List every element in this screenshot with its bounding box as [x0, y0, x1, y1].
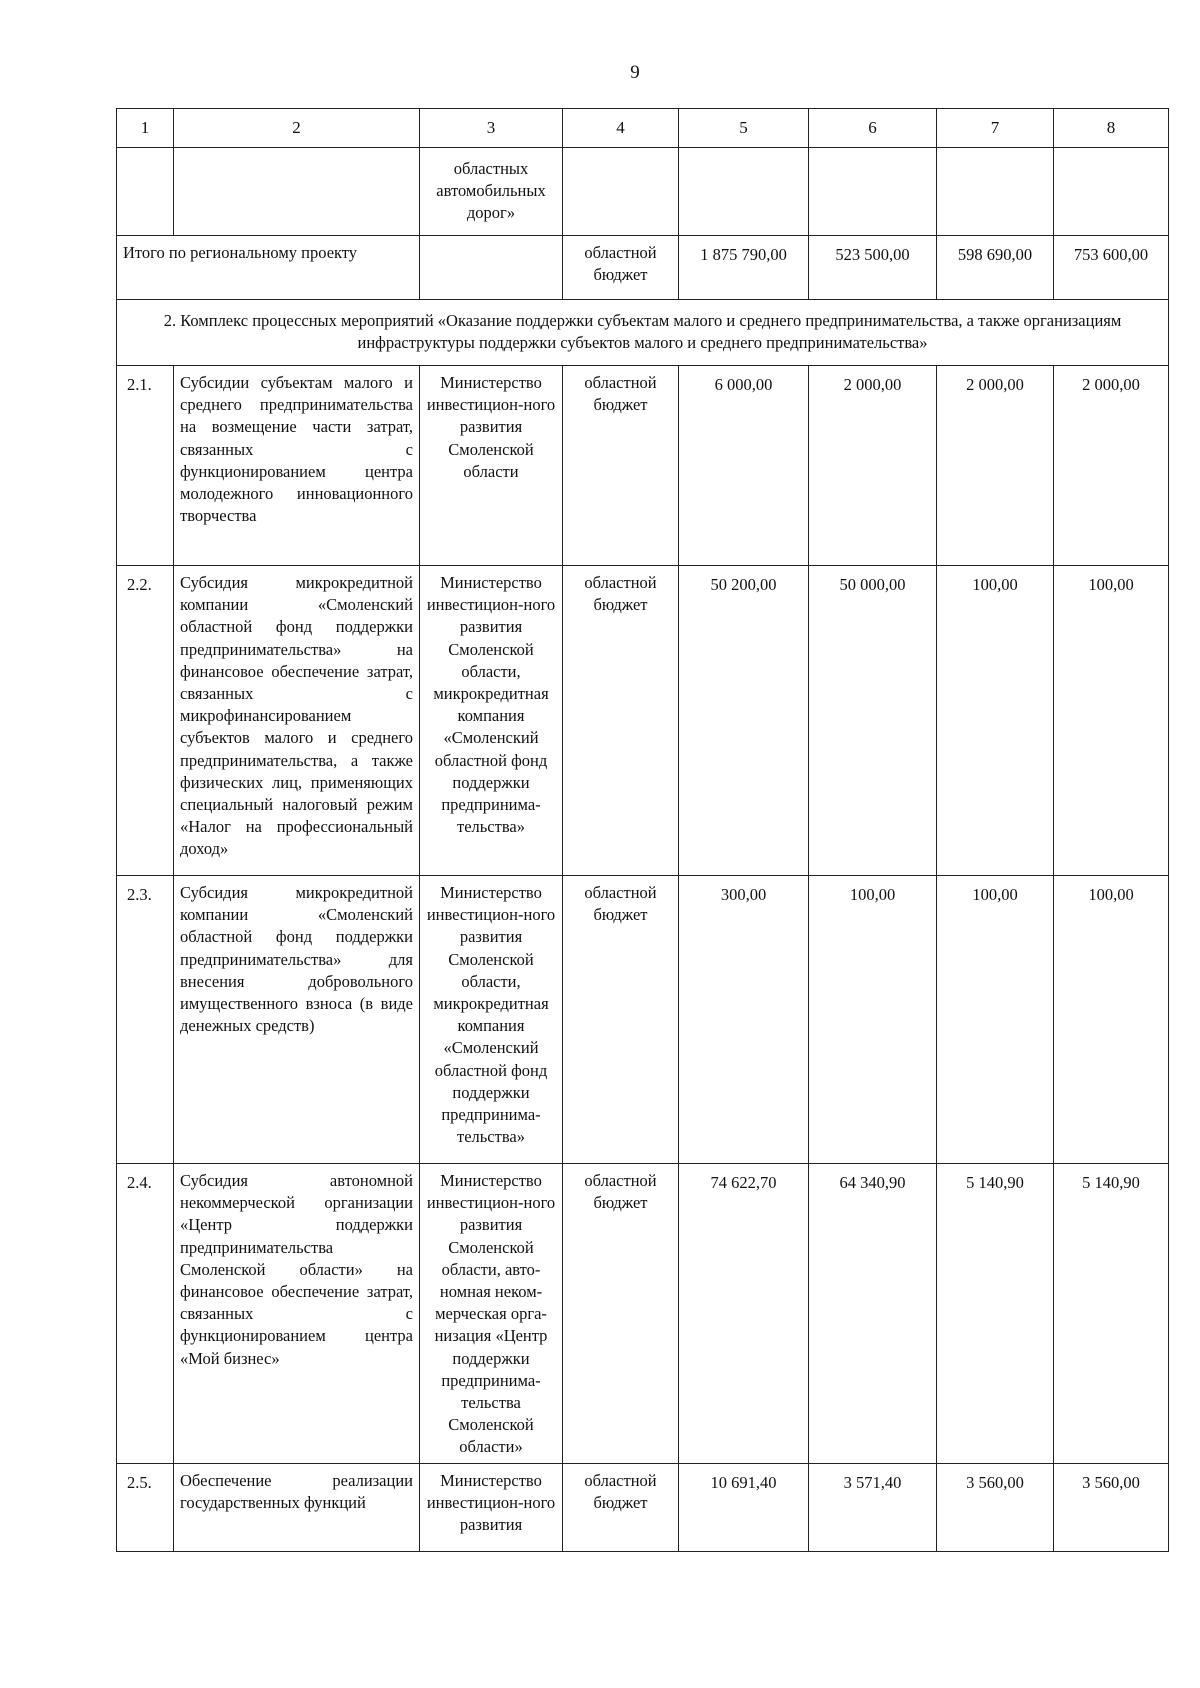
table-row: [117, 566, 1169, 876]
row-executor: Министерство инвестицион-ного развития Смоленской области: [420, 366, 563, 566]
section-title: 2. Комплекс процессных мероприятий «Оказание поддержки субъектам малого и среднего предпринимательства, а также организациям инфраструктуры поддержки субъектов малого и среднего предпринимательства»: [117, 300, 1169, 366]
total-value: 1 875 790,00: [679, 236, 809, 300]
row-value: 100,00: [937, 566, 1054, 876]
row-value: 5 140,90: [937, 1164, 1054, 1464]
continued-executor: областных автомобильных дорог»: [420, 148, 563, 236]
empty-cell: [174, 148, 420, 236]
header-cell: 6: [809, 109, 937, 148]
header-cell: 8: [1054, 109, 1169, 148]
row-executor: Министерство инвестицион-ного развития Смоленской области, авто-номная неком-мерческая орга-низация «Центр поддержки предпринима-тельства Смоленской области»: [420, 1164, 563, 1464]
empty-cell: [563, 148, 679, 236]
row-number: 2.2.: [117, 566, 174, 876]
empty-cell: [679, 148, 809, 236]
row-value: 100,00: [1054, 876, 1169, 1164]
empty-cell: [937, 148, 1054, 236]
row-executor: Министерство инвестицион-ного развития Смоленской области, микрокредитная компания «Смоленский областной фонд поддержки предпринима-тельства»: [420, 566, 563, 876]
row-number: 2.3.: [117, 876, 174, 1164]
row-value: 300,00: [679, 876, 809, 1164]
row-value: 3 560,00: [1054, 1463, 1169, 1551]
total-row: [117, 236, 1169, 300]
row-name: Субсидия автономной некоммерческой организации «Центр поддержки предпринимательства Смоленской области» на финансовое обеспечение затрат, связанных с функционированием центра «Мой бизнес»: [174, 1164, 420, 1464]
table-row: [117, 1463, 1169, 1551]
row-value: 100,00: [937, 876, 1054, 1164]
row-value: 50 200,00: [679, 566, 809, 876]
header-row: [117, 109, 1169, 148]
row-value: 3 571,40: [809, 1463, 937, 1551]
row-number: 2.4.: [117, 1164, 174, 1464]
row-number: 2.5.: [117, 1463, 174, 1551]
total-value: 753 600,00: [1054, 236, 1169, 300]
total-value: 598 690,00: [937, 236, 1054, 300]
table-row: [117, 366, 1169, 566]
header-cell: 1: [117, 109, 174, 148]
row-source: областной бюджет: [563, 366, 679, 566]
row-value: 2 000,00: [809, 366, 937, 566]
row-executor: Министерство инвестицион-ного развития: [420, 1463, 563, 1551]
row-source: областной бюджет: [563, 876, 679, 1164]
row-value: 64 340,90: [809, 1164, 937, 1464]
row-value: 2 000,00: [1054, 366, 1169, 566]
header-cell: 3: [420, 109, 563, 148]
row-value: 5 140,90: [1054, 1164, 1169, 1464]
row-executor: Министерство инвестицион-ного развития Смоленской области, микрокредитная компания «Смоленский областной фонд поддержки предпринима-тельства»: [420, 876, 563, 1164]
total-source: областной бюджет: [563, 236, 679, 300]
header-cell: 2: [174, 109, 420, 148]
page-number: 9: [630, 62, 640, 83]
empty-cell: [1054, 148, 1169, 236]
table-row: [117, 1164, 1169, 1464]
header-cell: 7: [937, 109, 1054, 148]
empty-cell: [809, 148, 937, 236]
row-source: областной бюджет: [563, 566, 679, 876]
row-number: 2.1.: [117, 366, 174, 566]
budget-table: [116, 108, 1169, 1552]
row-source: областной бюджет: [563, 1164, 679, 1464]
row-name: Субсидия микрокредитной компании «Смоленский областной фонд поддержки предпринимательства» на финансовое обеспечение затрат, связанных с микрофинансированием субъектов малого и среднего предпринимательства, а также физических лиц, применяющих специальный налоговый режим «Налог на профессиональный доход»: [174, 566, 420, 876]
row-name: Обеспечение реализации государственных функций: [174, 1463, 420, 1551]
row-value: 3 560,00: [937, 1463, 1054, 1551]
row-value: 100,00: [1054, 566, 1169, 876]
row-value: 74 622,70: [679, 1164, 809, 1464]
header-cell: 4: [563, 109, 679, 148]
row-value: 100,00: [809, 876, 937, 1164]
row-value: 10 691,40: [679, 1463, 809, 1551]
row-value: 2 000,00: [937, 366, 1054, 566]
header-cell: 5: [679, 109, 809, 148]
continued-row: [117, 148, 1169, 236]
row-name: Субсидия микрокредитной компании «Смоленский областной фонд поддержки предпринимательства» для внесения добровольного имущественного взноса (в виде денежных средств): [174, 876, 420, 1164]
section-row: [117, 300, 1169, 366]
empty-cell: [117, 148, 174, 236]
table-row: [117, 876, 1169, 1164]
total-label: Итого по региональному проекту: [117, 236, 420, 300]
row-value: 6 000,00: [679, 366, 809, 566]
empty-cell: [420, 236, 563, 300]
row-source: областной бюджет: [563, 1463, 679, 1551]
row-value: 50 000,00: [809, 566, 937, 876]
total-value: 523 500,00: [809, 236, 937, 300]
row-name: Субсидии субъектам малого и среднего предпринимательства на возмещение части затрат, связанных с функционированием центра молодежного инновационного творчества: [174, 366, 420, 566]
